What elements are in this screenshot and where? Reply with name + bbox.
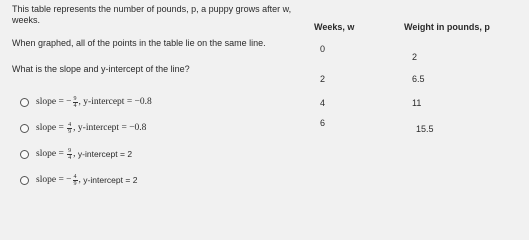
fraction-denominator: 9 bbox=[73, 180, 77, 187]
separator: , bbox=[73, 149, 76, 159]
fraction-denominator: 9 bbox=[68, 128, 72, 135]
slope-fraction bbox=[73, 174, 78, 187]
option-y-intercept bbox=[83, 175, 137, 185]
equals-sign: = bbox=[58, 149, 64, 159]
equals-sign: = bbox=[125, 175, 131, 185]
table-cell: 4 bbox=[320, 98, 326, 108]
separator: , bbox=[73, 123, 76, 133]
y-intercept-label: y-intercept bbox=[77, 149, 118, 159]
option-y-intercept bbox=[78, 149, 132, 159]
table-cell: 11 bbox=[412, 98, 422, 108]
table-cell: 0 bbox=[320, 44, 326, 54]
question-intro: This table represents the number of pounds, p, a puppy grows after w, weeks. bbox=[12, 4, 292, 25]
y-intercept-label: y-intercept bbox=[77, 123, 120, 133]
y-intercept-value: −0.8 bbox=[129, 123, 147, 133]
equals-sign: = bbox=[58, 175, 64, 185]
equals-sign: = bbox=[119, 149, 125, 159]
radio-button[interactable] bbox=[20, 150, 29, 159]
y-intercept-value: −0.8 bbox=[134, 97, 152, 107]
table-header-weeks: Weeks, w bbox=[314, 22, 355, 32]
table-cell: 2 bbox=[320, 74, 326, 84]
y-intercept-label: y-intercept bbox=[83, 175, 123, 185]
slope-label: slope bbox=[36, 149, 57, 159]
answer-option-3[interactable] bbox=[20, 147, 132, 161]
option-math-slope bbox=[36, 174, 83, 187]
radio-button[interactable] bbox=[20, 176, 29, 185]
fraction-denominator: 4 bbox=[68, 154, 72, 161]
slope-label: slope bbox=[36, 97, 57, 107]
radio-button[interactable] bbox=[20, 124, 29, 133]
table-cell: 6 bbox=[320, 118, 326, 128]
question-graph-statement: When graphed, all of the points in the table lie on the same line. bbox=[12, 38, 266, 48]
equals-sign: = bbox=[58, 97, 64, 107]
option-math bbox=[36, 122, 146, 135]
y-intercept-value: 2 bbox=[127, 149, 133, 159]
negative-sign: − bbox=[66, 175, 72, 185]
question-text bbox=[12, 4, 312, 75]
fraction-numerator: 4 bbox=[73, 173, 77, 180]
negative-sign: − bbox=[66, 97, 72, 107]
answer-option-2[interactable] bbox=[20, 121, 146, 135]
separator: , bbox=[78, 175, 81, 185]
answer-option-1[interactable] bbox=[20, 95, 152, 109]
slope-label: slope bbox=[36, 123, 57, 133]
radio-button[interactable] bbox=[20, 98, 29, 107]
question-ask: What is the slope and y-intercept of the line? bbox=[12, 64, 190, 74]
fraction-denominator: 4 bbox=[73, 102, 77, 109]
table-cell: 2 bbox=[412, 52, 418, 62]
equals-sign: = bbox=[121, 123, 127, 133]
y-intercept-label: y-intercept bbox=[83, 97, 125, 107]
table-cell: 15.5 bbox=[416, 124, 434, 134]
answer-option-4[interactable] bbox=[20, 173, 137, 187]
slope-label: slope bbox=[36, 175, 57, 185]
table-header-weight: Weight in pounds, p bbox=[404, 22, 490, 32]
fraction-numerator: 9 bbox=[73, 95, 77, 102]
slope-fraction bbox=[67, 122, 72, 135]
y-intercept-value: 2 bbox=[132, 175, 138, 185]
separator: , bbox=[78, 97, 81, 107]
slope-fraction bbox=[67, 148, 72, 161]
equals-sign: = bbox=[126, 97, 133, 107]
equals-sign: = bbox=[58, 123, 64, 133]
option-math-slope bbox=[36, 148, 78, 161]
fraction-numerator: 4 bbox=[68, 121, 72, 128]
slope-fraction bbox=[73, 96, 78, 109]
table-cell: 6.5 bbox=[412, 74, 425, 84]
fraction-numerator: 9 bbox=[68, 147, 72, 154]
option-math bbox=[36, 96, 152, 109]
